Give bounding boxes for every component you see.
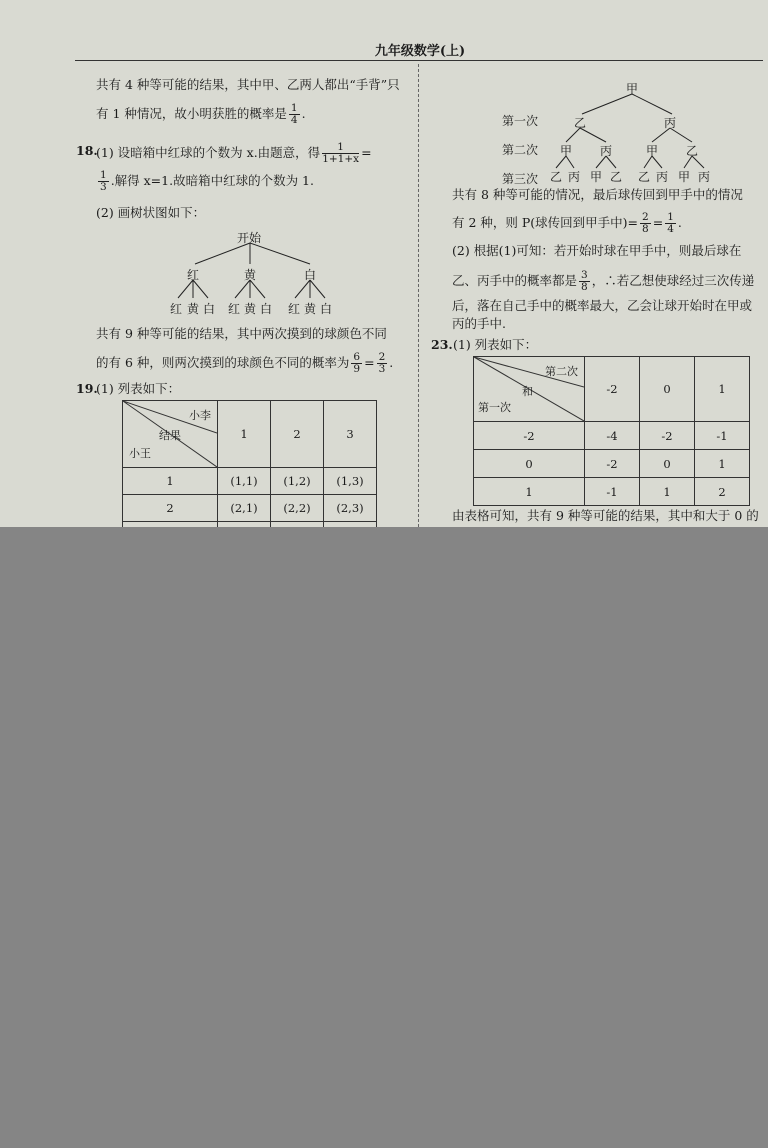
denominator: 8 [642, 223, 649, 235]
fraction [351, 352, 362, 375]
tree-node: 白 [304, 268, 317, 282]
q19-line-1: (1) 列表如下： [96, 381, 181, 396]
tree-leaf: 白 [260, 302, 273, 316]
text: .解得 x=1.故暗箱中红球的个数为 1. [110, 173, 314, 188]
table-col-header: 3 [324, 401, 377, 468]
tree-node: 乙 [686, 144, 699, 158]
tree-node: 甲 [646, 144, 659, 158]
denominator: 4 [290, 114, 298, 126]
table-corner-cell [123, 401, 218, 468]
corner-label-mid: 和 [522, 385, 533, 398]
tree-level-label: 第一次 [502, 114, 539, 128]
right-last-line: 由表格可知，共有 9 种等可能的结果，其中和大于 0 的 [452, 508, 759, 523]
tree-node: 黄 [244, 268, 257, 282]
right-line-3: (2) 根据(1)可知：若开始时球在甲手中，则最后球在 [452, 243, 742, 258]
corner-diagonal [474, 357, 584, 421]
table-row [123, 468, 377, 495]
denominator: 4 [667, 223, 674, 235]
table-cell: -2 [585, 450, 640, 478]
corner-diagonal [123, 401, 217, 467]
numerator: 1 [290, 102, 298, 114]
tree-leaf: 红 [288, 302, 301, 316]
corner-label-top: 小李 [189, 409, 211, 422]
table-q19 [122, 400, 377, 527]
gray-occlusion-area [0, 527, 768, 1148]
textbook-page [0, 0, 768, 527]
left-line-1: 共有 4 种等可能的结果，其中甲、乙两人都出“手背”只 [96, 77, 400, 92]
table-cell: (1,1) [218, 468, 271, 495]
column-divider [418, 64, 419, 527]
q18-line-4: 共有 9 种等可能的结果，其中两次摸到的球颜色不同 [96, 326, 387, 341]
table-cell: -4 [585, 422, 640, 450]
tree-diagram-passing [500, 78, 740, 184]
tree-leaf: 乙 [610, 170, 623, 184]
denominator: 9 [353, 363, 361, 375]
numerator: 2 [642, 211, 649, 223]
tree-leaf: 红 [228, 302, 241, 316]
denominator: 8 [581, 281, 588, 293]
fraction [289, 103, 300, 126]
text: ，∴若乙想使球经过三次传递 [591, 273, 755, 288]
tree-leaf: 黄 [187, 302, 200, 316]
table-row-header: -2 [474, 422, 585, 450]
table-row [474, 450, 750, 478]
tree-leaf: 白 [320, 302, 333, 316]
tree-level-label: 第三次 [502, 172, 539, 186]
header-rule [75, 60, 763, 61]
tree-node: 乙 [574, 116, 587, 130]
table-corner-cell [474, 357, 585, 422]
text: 有 2 种，则 P(球传回到甲手中)= [452, 215, 639, 230]
numerator: 3 [581, 269, 588, 281]
corner-label-mid: 结果 [159, 429, 181, 442]
tree-leaf: 红 [170, 302, 183, 316]
fraction [640, 212, 651, 235]
text: (1) 设暗箱中红球的个数为 x.由题意，得 [96, 145, 321, 160]
tree-root: 开始 [237, 231, 262, 245]
table-col-header: -2 [585, 357, 640, 422]
table-col-header: 1 [218, 401, 271, 468]
fraction [377, 352, 388, 375]
table-row [474, 478, 750, 506]
tree-diagram-colors [160, 226, 350, 316]
tree-leaf: 甲 [678, 170, 691, 184]
tree-node: 甲 [560, 144, 573, 158]
tree-leaf: 黄 [244, 302, 257, 316]
numerator: 6 [353, 351, 361, 363]
corner-label-bottom: 第一次 [478, 401, 511, 414]
table-col-header: 0 [640, 357, 695, 422]
page-header: 九年级数学(上) [374, 44, 466, 59]
q18-line-1 [96, 142, 372, 165]
tree-level-label: 第二次 [502, 143, 539, 157]
tree-leaf: 白 [203, 302, 216, 316]
tree-leaf: 丙 [568, 170, 581, 184]
table-row [123, 495, 377, 522]
table-cell: (2,3) [324, 495, 377, 522]
right-line-4 [452, 270, 754, 293]
q18-line-3: (2) 画树状图如下： [96, 205, 206, 220]
numerator: 1 [100, 169, 107, 181]
left-line-2 [96, 103, 306, 126]
tree-leaf: 丙 [698, 170, 711, 184]
table-q23 [473, 356, 750, 506]
table-row-header: 1 [474, 478, 585, 506]
table-cell: (1,3) [324, 468, 377, 495]
text: . [389, 355, 394, 370]
tree-node: 丙 [600, 144, 613, 158]
q18-line-2 [96, 170, 314, 193]
table-cell: (2,1) [218, 495, 271, 522]
table-row [474, 422, 750, 450]
q23-line-1: (1) 列表如下： [453, 337, 538, 352]
table-header-row [474, 357, 750, 422]
table-header-row [123, 401, 377, 468]
table-cell: (1,2) [271, 468, 324, 495]
text: 乙、丙手中的概率都是 [452, 273, 578, 288]
text: = [361, 145, 372, 160]
tree-node: 丙 [664, 116, 677, 130]
text: 的有 6 种，则两次摸到的球颜色不同的概率为 [96, 355, 350, 370]
fraction [322, 142, 359, 165]
fraction [98, 170, 109, 193]
numerator: 1 [322, 142, 359, 154]
text: = [364, 355, 375, 370]
q18-line-5 [96, 352, 393, 375]
fraction [579, 270, 590, 293]
numerator: 2 [378, 351, 386, 363]
table-cell: 1 [640, 478, 695, 506]
table-cell: 2 [695, 478, 750, 506]
text: = [652, 215, 664, 230]
corner-label-top: 第二次 [545, 365, 578, 378]
text: . [301, 106, 306, 121]
table-col-header: 2 [271, 401, 324, 468]
question-23-number: 23. [431, 337, 453, 352]
denominator: 3 [100, 181, 107, 193]
tree-leaf: 乙 [550, 170, 563, 184]
denominator: 1+1+x [322, 153, 360, 165]
table-cell: (2,2) [271, 495, 324, 522]
right-line-5: 后，落在自己手中的概率最大，乙会让球开始时在甲或 [452, 298, 753, 313]
tree-leaf: 甲 [590, 170, 603, 184]
tree-leaf: 丙 [656, 170, 669, 184]
text: 有 1 种情况，故小明获胜的概率是 [96, 106, 287, 121]
table-cell: -1 [585, 478, 640, 506]
corner-label-bottom: 小王 [129, 447, 151, 460]
text: . [677, 215, 682, 230]
table-row-header: 1 [123, 468, 218, 495]
table-cell: 1 [695, 450, 750, 478]
table-row-header: 2 [123, 495, 218, 522]
tree-root: 甲 [626, 82, 639, 96]
right-line-6: 丙的手中. [452, 316, 506, 331]
question-18-number: 18. [76, 143, 98, 158]
question-19-number: 19. [76, 381, 98, 396]
table-col-header: 1 [695, 357, 750, 422]
tree-leaf: 黄 [304, 302, 317, 316]
tree-node: 红 [187, 268, 200, 282]
table-cell: -1 [695, 422, 750, 450]
tree-leaf: 乙 [638, 170, 651, 184]
table-cell: -2 [640, 422, 695, 450]
table-cell: 0 [640, 450, 695, 478]
fraction [665, 212, 676, 235]
denominator: 3 [378, 363, 386, 375]
right-line-1: 共有 8 种等可能的情况，最后球传回到甲手中的情况 [452, 187, 743, 202]
right-line-2 [452, 212, 682, 235]
numerator: 1 [667, 211, 674, 223]
table-row-header: 0 [474, 450, 585, 478]
